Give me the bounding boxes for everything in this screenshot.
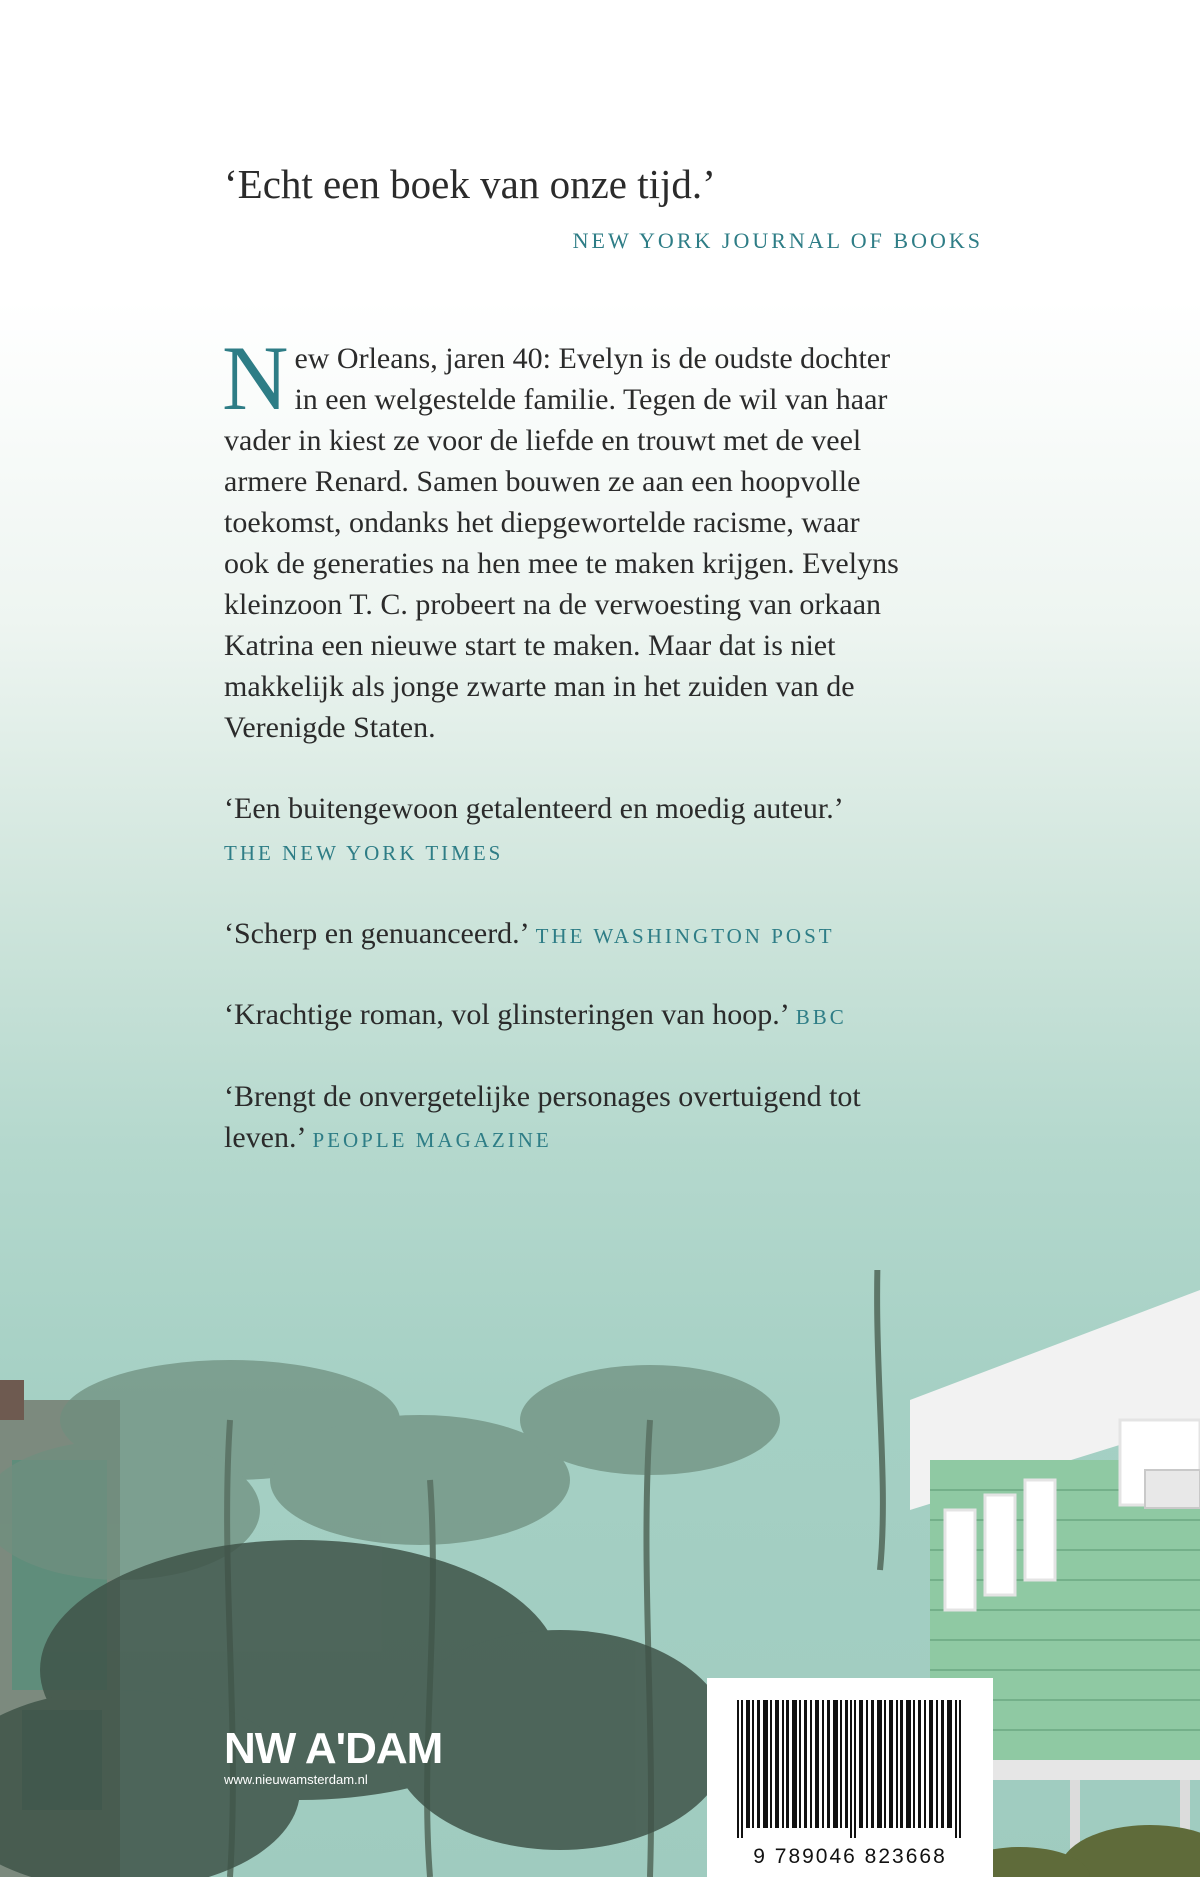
publisher-logo-mark: NW A'DAM xyxy=(224,1724,443,1773)
barcode xyxy=(707,1678,993,1877)
review-quote-source: BBC xyxy=(795,1005,847,1029)
review-quote-source: PEOPLE MAGAZINE xyxy=(312,1128,552,1152)
review-quote-source: THE WASHINGTON POST xyxy=(535,924,835,948)
blurb-line: ook de generaties na hen mee te maken krijgen. Evelyns xyxy=(224,547,899,580)
top-quote: ‘Echt een boek van onze tijd.’ xyxy=(224,161,716,207)
review-quote xyxy=(224,788,1004,874)
review-quote-text: ‘Een buitengewoon getalenteerd en moedig auteur.’ xyxy=(224,792,844,825)
drop-cap: N xyxy=(222,327,289,429)
review-quote xyxy=(224,913,1004,957)
review-quote-source: THE NEW YORK TIMES xyxy=(224,841,504,865)
review-quote xyxy=(224,1076,1004,1161)
publisher-logo xyxy=(224,1726,442,1787)
publisher-url: www.nieuwamsterdam.nl xyxy=(224,1772,368,1787)
top-quote-source: NEW YORK JOURNAL OF BOOKS xyxy=(572,228,983,253)
review-quote-text: ‘Krachtige roman, vol glinsteringen van hoop.’ xyxy=(224,998,790,1031)
blurb-line: toekomst, ondanks het diepgewortelde racisme, waar xyxy=(224,506,860,539)
blurb-line: Katrina een nieuwe start te maken. Maar dat is niet xyxy=(224,629,836,662)
blurb-line: kleinzoon T. C. probeert na de verwoesting van orkaan xyxy=(224,588,882,621)
review-quote-text: leven.’ xyxy=(224,1121,307,1154)
palm-and-house-illustration xyxy=(0,1270,1200,1877)
review-quote-text: ‘Scherp en genuanceerd.’ xyxy=(224,917,530,950)
blurb-line: Verenigde Staten. xyxy=(224,711,436,744)
review-quote-text: ‘Brengt de onvergetelijke personages overtuigend tot xyxy=(224,1080,861,1113)
barcode-bars xyxy=(737,1700,967,1838)
review-quote xyxy=(224,994,1004,1038)
blurb-line: armere Renard. Samen bouwen ze aan een hoopvolle xyxy=(224,465,861,498)
blurb xyxy=(222,327,1004,748)
blurb-line: ew Orleans, jaren 40: Evelyn is de oudste dochter xyxy=(294,342,891,375)
blurb-line: in een welgestelde familie. Tegen de wil van haar xyxy=(294,383,888,416)
isbn-number: 9 789046 823668 xyxy=(753,1845,947,1868)
blurb-line: vader in kiest ze voor de liefde en trouwt met de veel xyxy=(224,424,862,457)
blurb-line: makkelijk als jonge zwarte man in het zuiden van de xyxy=(224,670,855,703)
